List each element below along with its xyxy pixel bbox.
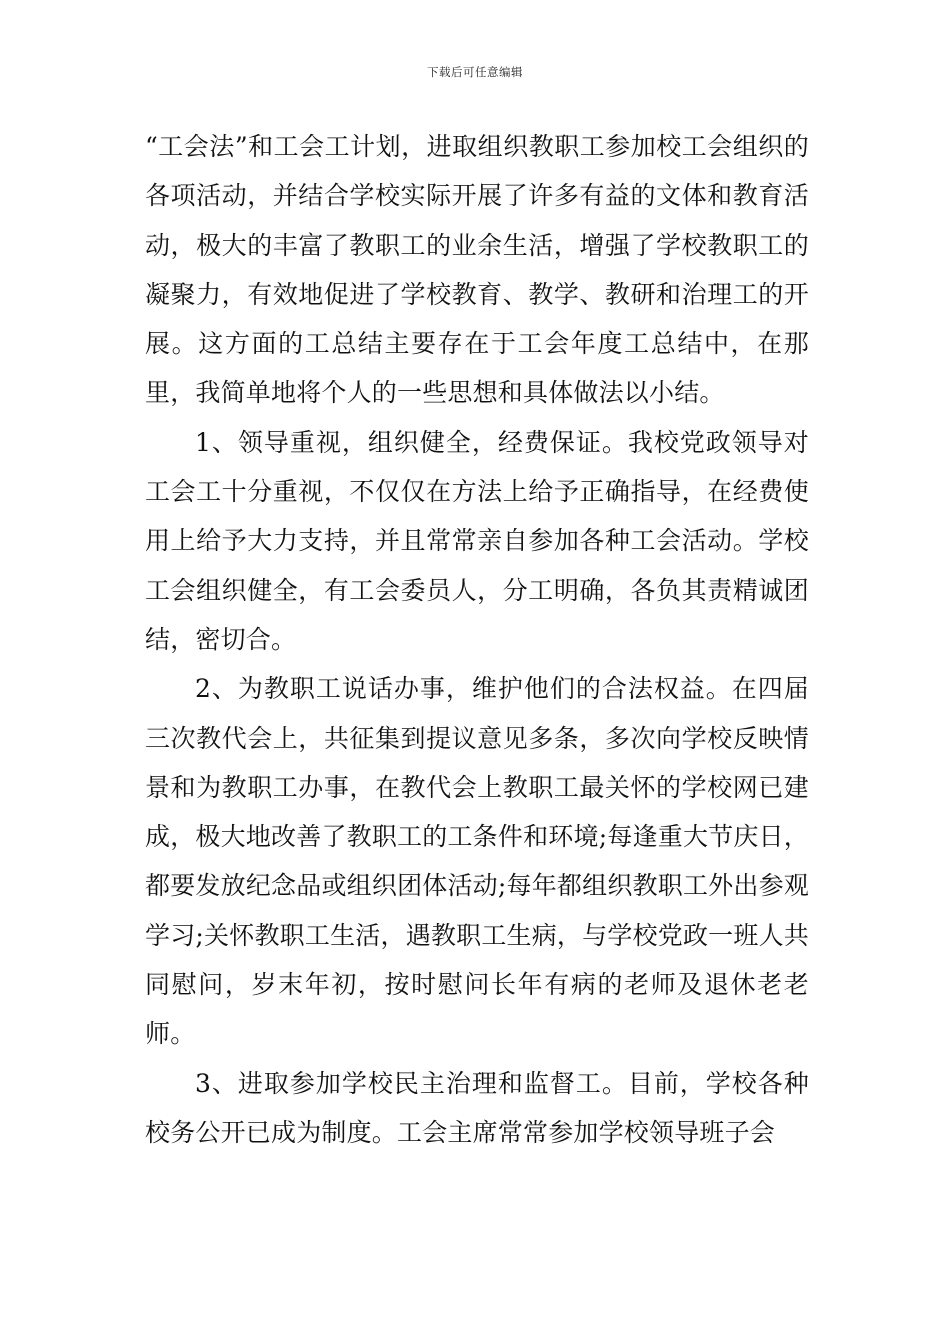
paragraph-intro: “工会法”和工会工计划，进取组织教职工参加校工会组织的各项活动，并结合学校实际开展了许多有益的文体和教育活动，极大的丰富了教职工的业余生活，增强了学校教职工的凝聚力，有效地促进了学校教育、教学、教研和治理工的开展。这方面的工总结主要存在于工会年度工总结中，在那里，我简单地将个人的一些思想和具体做法以小结。 [145,132,809,408]
document-body [145,122,809,1157]
paragraph-item-3: 3、进取参加学校民主治理和监督工。目前，学校各种校务公开已成为制度。工会主席常常参加学校领导班子会 [145,1068,809,1147]
paragraph-item-2: 2、为教职工说话办事，维护他们的合法权益。在四届三次教代会上，共征集到提议意见多条，多次向学校反映情景和为教职工办事，在教代会上教职工最关怀的学校网已建成，极大地改善了教职工的工条件和环境;每逢重大节庆日，都要发放纪念品或组织团体活动;每年都组织教职工外出参观学习;关怀教职工生活，遇教职工生病，与学校党政一班人共同慰问，岁末年初，按时慰问长年有病的老师及退休老老师。 [145,674,809,1049]
paragraph-item-1: 1、领导重视，组织健全，经费保证。我校党政领导对工会工十分重视，不仅仅在方法上给予正确指导，在经费使用上给予大力支持，并且常常亲自参加各种工会活动。学校工会组织健全，有工会委员人，分工明确，各负其责精诚团结，密切合。 [145,427,809,654]
page-header-note: 下载后可任意编辑 [427,65,523,79]
